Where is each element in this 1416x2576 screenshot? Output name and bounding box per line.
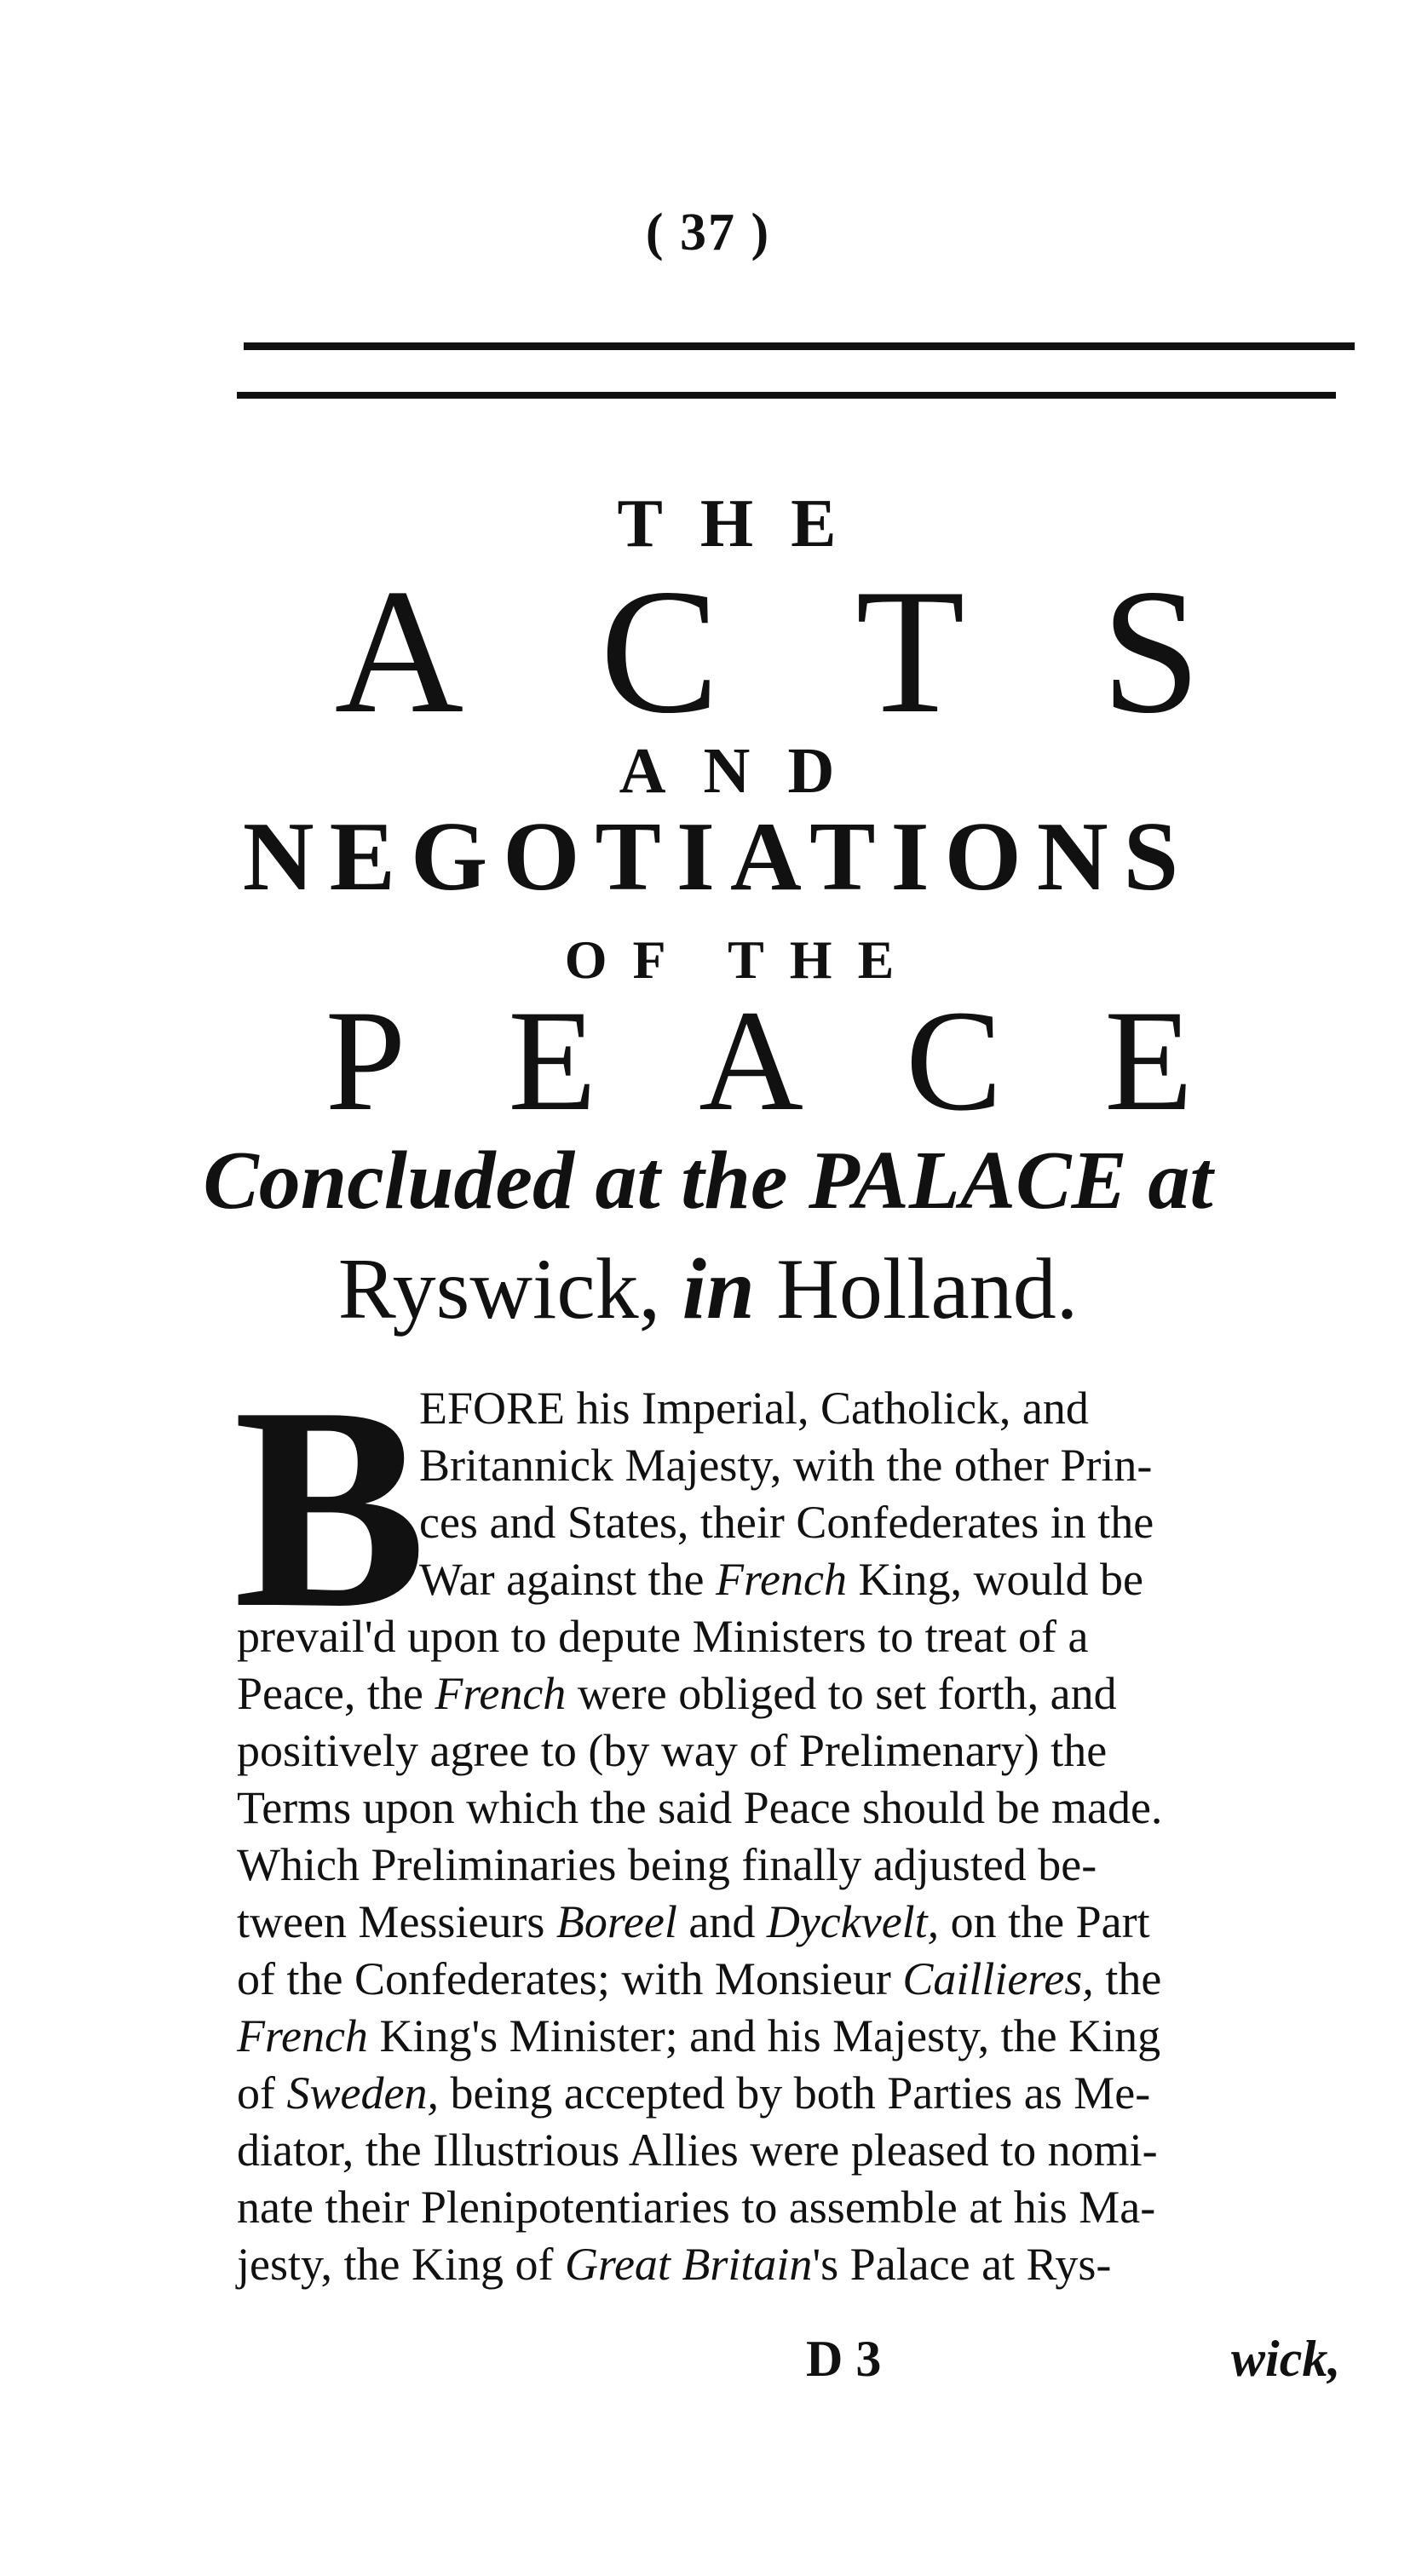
body-italic-run: Boreel [555, 1896, 677, 1947]
body-italic-run: French [716, 1554, 847, 1605]
body-line: positively agree to (by way of Prelimenary) the [237, 1725, 1108, 1776]
body-text-run: were obliged to set forth, and [566, 1668, 1117, 1719]
body-text-run: War against the [419, 1554, 717, 1605]
page-number: ( 37 ) [645, 204, 771, 262]
title-and: AND [619, 735, 872, 807]
title-negotiations: NEGOTIATIONS [242, 802, 1194, 911]
body-text-run: Peace, the [237, 1668, 435, 1719]
body-line [237, 2008, 1336, 2065]
body-line [237, 1894, 1336, 1951]
body-text-run: King, would be [846, 1554, 1143, 1605]
body-italic-run: Sweden, [286, 2067, 439, 2119]
signature-mark: D 3 [806, 2331, 882, 2387]
body-line: ces and States, their Confederates in the [419, 1497, 1154, 1548]
title-ryswick: Ryswick, [337, 1241, 661, 1337]
title-concluded: Concluded at the PALACE at [203, 1135, 1213, 1227]
body-italic-run: French [237, 2010, 368, 2061]
body-italic-run: Caillieres, [902, 1953, 1094, 2004]
body-line: prevail'd upon to depute Ministers to treat of a [237, 1611, 1089, 1662]
title-in: in [682, 1241, 755, 1337]
double-rule-bottom [237, 392, 1336, 399]
title-acts: ACTS [334, 553, 1338, 750]
body-text-run: tween Messieurs [237, 1896, 556, 1947]
title-peace: PEACE [325, 980, 1296, 1141]
body-line [237, 2065, 1336, 2122]
body-line: Terms upon which the said Peace should be made. [237, 1782, 1163, 1833]
body-text-run: the [1093, 1953, 1162, 2004]
body-text-run: on the Part [939, 1896, 1150, 1947]
body-line [237, 2236, 1336, 2293]
body-italic-run: French [435, 1668, 567, 1719]
body-text-run: King's Minister; and his Majesty, the King [367, 2010, 1161, 2061]
title-ryswick-line [0, 1239, 1416, 1339]
body-text-run: of the Confederates; with Monsieur [237, 1953, 903, 2004]
body-italic-run: Dyckvelt, [766, 1896, 940, 1947]
catchword: wick, [1231, 2331, 1341, 2387]
body-line [237, 1551, 1336, 1608]
title-holland: Holland. [776, 1241, 1079, 1337]
title-of-the: OF THE [564, 929, 920, 990]
body-line: Britannick Majesty, with the other Prin- [419, 1440, 1153, 1491]
body-paragraph [237, 1380, 1336, 2293]
body-italic-run: Great Britain [564, 2239, 813, 2290]
body-line: EFORE his Imperial, Catholick, and [419, 1383, 1089, 1434]
body-line: Which Preliminaries being finally adjusted be- [237, 1839, 1097, 1890]
body-text-run: 's Palace at Rys- [812, 2239, 1112, 2290]
body-text-run: of [237, 2067, 287, 2119]
body-text-run: jesty, the King of [237, 2239, 565, 2290]
drop-cap: B [233, 1347, 427, 1668]
body-line [237, 1665, 1336, 1722]
title-the: THE [617, 486, 874, 561]
body-text-run: and [676, 1896, 767, 1947]
body-line: diator, the Illustrious Allies were pleased to nomi- [237, 2125, 1158, 2176]
body-line [237, 1951, 1336, 2008]
body-line: nate their Plenipotentiaries to assemble at his Ma- [237, 2182, 1156, 2233]
double-rule-top [244, 342, 1355, 350]
body-text-run: being accepted by both Parties as Me- [438, 2067, 1151, 2119]
